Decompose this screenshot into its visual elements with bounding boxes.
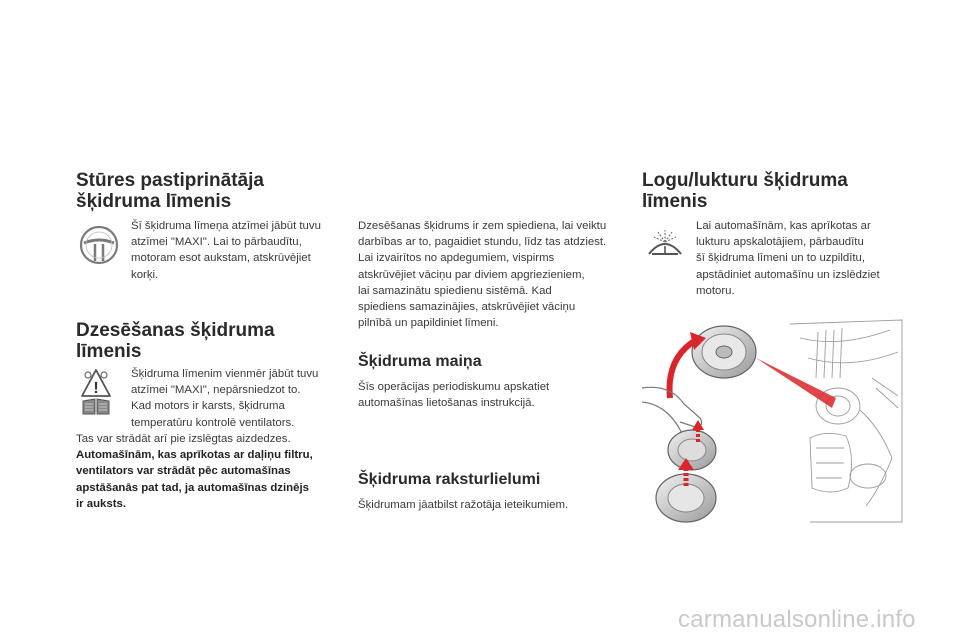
washer-line-2: lukturu apskalotājiem, pārbaudītu (696, 236, 864, 249)
coolant-line-4: temperatūru kontrolē ventilators. (131, 416, 295, 429)
coolant-bold-1: Automašīnām, kas aprīkotas ar daļiņu filtru, (76, 449, 313, 462)
coolant-extra-line: Tas var strādāt arī pie izslēgtas aizdedzes. (76, 433, 291, 445)
coolant-line-3: Kad motors ir karsts, šķidruma (131, 400, 285, 413)
coolant-bold-2: ventilators var strādāt pēc automašīnas (76, 465, 291, 478)
coolant-cont-2: darbības ar to, pagaidiet stundu, līdz tas atdziest. (358, 236, 607, 249)
steering-text (131, 218, 351, 283)
coolant-bold-4: ir auksts. (76, 497, 127, 510)
coolant-title (76, 320, 346, 362)
coolant-title-line1: Dzesēšanas šķidruma (76, 320, 275, 341)
warning-fan-book-icon (80, 368, 112, 416)
svg-text:!: ! (93, 380, 99, 397)
coolant-line-1: Šķidruma līmenim vienmēr jābūt tuvu (131, 368, 319, 380)
coolant-section (76, 320, 346, 362)
washer-spray-icon (644, 222, 686, 264)
coolant-cont-5: lai samazinātu spiedienu sistēmā. Kad (358, 284, 552, 297)
coolant-cont-4: atskrūvējiet vāciņu par diviem apgriezieniem, (358, 268, 585, 281)
steering-line-3: motoram esot aukstam, atskrūvējiet (131, 252, 311, 265)
change-title: Šķidruma maiņa (358, 353, 482, 370)
change-line-2: automašīnas lietošanas instrukcijā. (358, 397, 535, 410)
washer-line-5: motoru. (696, 284, 735, 297)
washer-line-1: Lai automašīnām, kas aprīkotas ar (696, 220, 871, 232)
steering-line-4: korķi. (131, 268, 159, 281)
washer-title-line1: Logu/lukturu šķidruma (642, 170, 848, 191)
steering-line-2: atzīmei "MAXI". Lai to pārbaudītu, (131, 236, 302, 249)
change-line-1: Šīs operācijas periodiskumu apskatiet (358, 381, 550, 393)
change-section (358, 352, 628, 411)
steering-wheel-icon (78, 224, 120, 266)
steering-section (76, 170, 346, 212)
watermark: carmanualsonline.info (678, 606, 916, 633)
coolant-line-2: atzīmei "MAXI", nepārsniedzot to. (131, 384, 301, 397)
coolant-text (131, 366, 351, 431)
steering-title-line1: Stūres pastiprinātāja (76, 170, 264, 191)
steering-title-line2: šķidruma līmenis (76, 191, 232, 212)
washer-text (696, 218, 926, 299)
steering-title (76, 170, 346, 212)
spec-line-1: Šķidrumam jāatbilst ražotāja ieteikumiem. (358, 499, 569, 511)
coolant-continued (358, 218, 628, 331)
spec-title: Šķidruma raksturlielumi (358, 471, 541, 488)
coolant-title-line2: līmenis (76, 341, 142, 362)
washer-title (642, 170, 922, 212)
steering-line-1: Šī šķidruma līmeņa atzīmei jābūt tuvu (131, 220, 321, 232)
washer-line-4: apstādiniet automašīnu un izslēdziet (696, 268, 880, 281)
washer-title-line2: līmenis (642, 191, 708, 212)
coolant-cont-7: pilnībā un papildiniet līmeni. (358, 317, 499, 330)
coolant-cont-6: spiediens samazinājies, atskrūvējiet vāciņu (358, 301, 576, 314)
washer-line-3: šī šķidruma līmeni un to uzpildītu, (696, 252, 866, 265)
coolant-bold-3: apstāšanās pat tad, ja automašīnas dzinējs (76, 481, 309, 494)
washer-section (642, 170, 922, 212)
spec-section (358, 470, 628, 513)
coolant-cont-1: Dzesēšanas šķidrums ir zem spiediena, lai veiktu (358, 220, 607, 232)
coolant-cont-3: Lai izvairītos no apdegumiem, vispirms (358, 252, 555, 265)
engine-cap-illustration (640, 318, 906, 524)
coolant-extra (76, 431, 356, 512)
